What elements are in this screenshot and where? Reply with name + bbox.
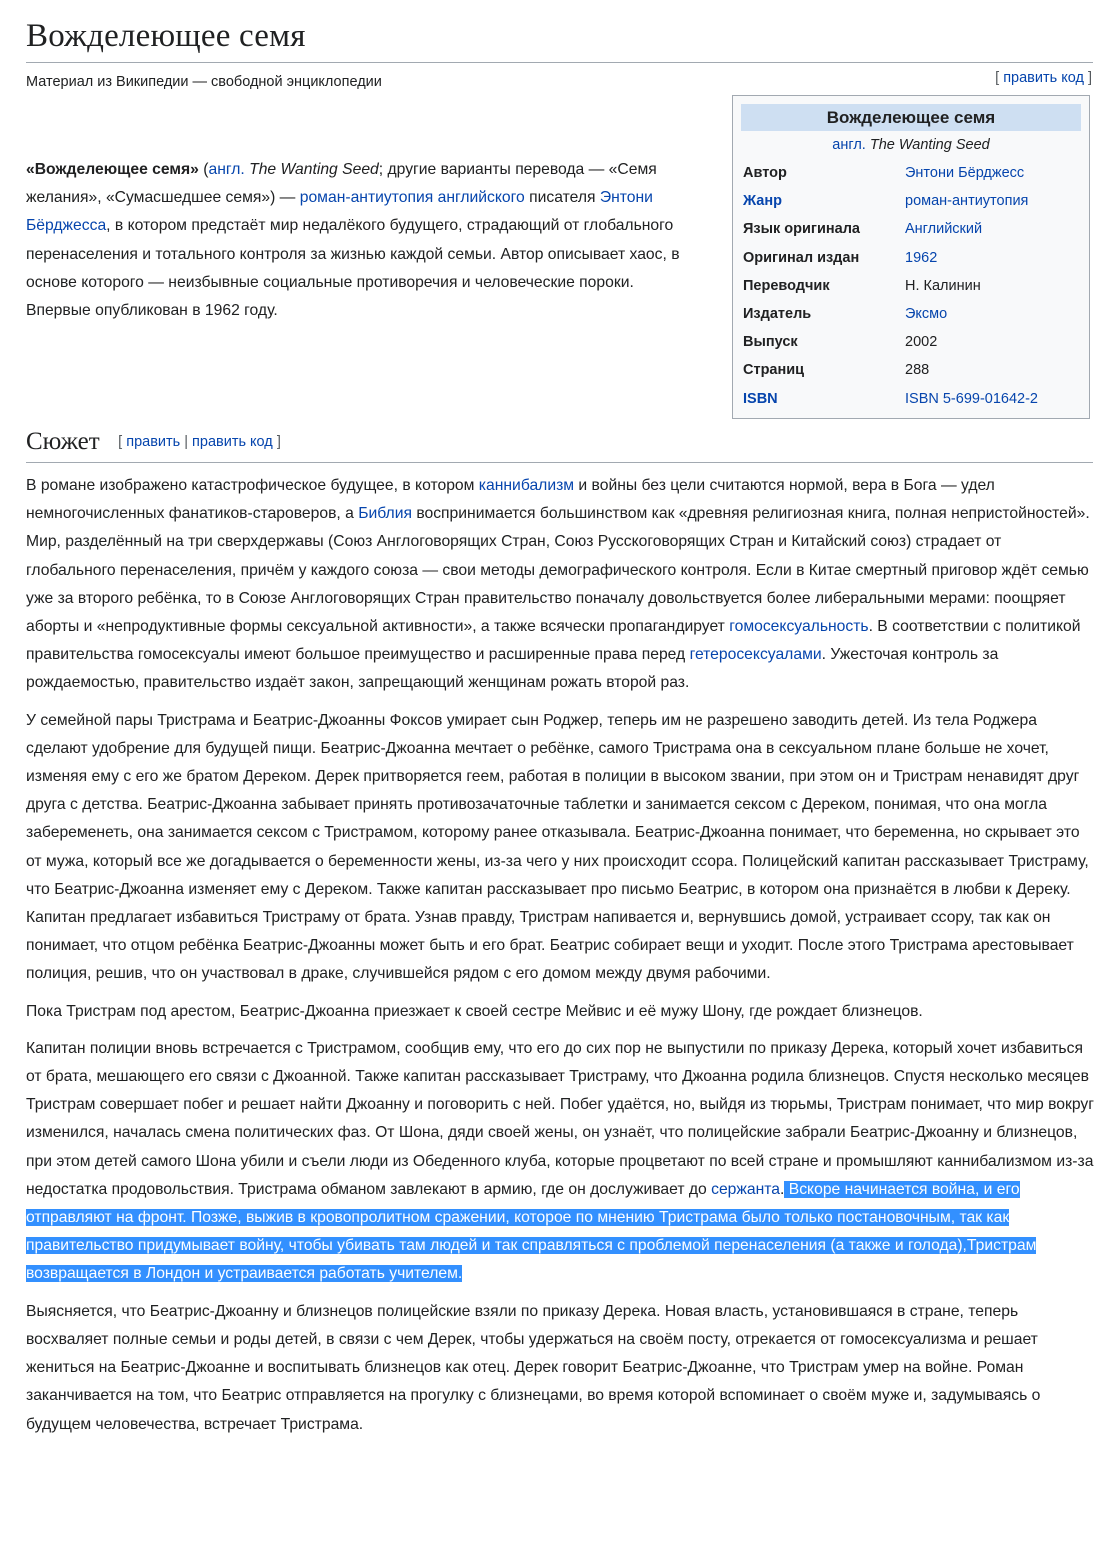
infobox-value-link[interactable]: ISBN 5-699-01642-2	[905, 390, 1038, 407]
link-sergeant[interactable]: сержанта	[711, 1180, 781, 1198]
text: Капитан полиции вновь встречается с Тристрамом, сообщив ему, что его до сих пор не выпустили по приказу Дерека, который хочет избавиться от брата, мешающего его связи с Джоанной. Также капитан рассказывает Тристраму, что Джоанна родила близнецов. Спустя несколько месяцев Тристрам совершает побег и решает найти Джоанну и поговорить с ней. Побег удаётся, но, выйдя из тюрьмы, Тристрам понимает, что мир вокруг изменился, началась смена политических фаз. От Шона, дяди своей жены, он узнаёт, что полицейские забрали Беатрис-Джоанну и близнецов, при этом детей самого Шона убили и съели люди из Обеденного клуба, которые процветают по всей стране и промышляют каннибализмом из-за недостатка продовольствия. Тристрама обманом завлекают в армию, где он дослуживает до	[26, 1039, 1094, 1198]
infobox-row-published	[741, 244, 1081, 272]
link-heterosexuals[interactable]: гетеросексуалами	[689, 646, 822, 664]
section-plot-body	[26, 472, 1094, 1448]
section-edit-link[interactable]: править	[126, 434, 181, 450]
section-edit-links	[118, 434, 281, 450]
infobox-key: Переводчик	[743, 277, 830, 294]
text: .	[780, 1180, 785, 1198]
infobox-value-link[interactable]: роман-антиутопия	[905, 193, 1029, 210]
text: воспринимается большинством как «древняя религиозная книга, полная непристойностей». Мир, разделённый на три сверхдержавы (Союз Англоговорящих Стран, Союз Русскоговорящих Стран и Китайский союз) страдает от глобального перенаселения, причём у каждого союза — свои методы демографического контроля. Если в Китае смертный приговор ждёт семью уже за второго ребёнка, то в Союзе Англоговорящих Стран правительство поначалу довольствуется более либеральными мерами: поощряет аборты и «непродуктивные формы сексуальной активности», а также всячески пропагандирует	[26, 505, 1090, 636]
link-homosexuality[interactable]: гомосексуальность	[729, 618, 869, 636]
infobox-row-release	[741, 328, 1081, 356]
infobox-title: Вожделеющее семя	[741, 104, 1081, 131]
link-bible[interactable]: Библия	[358, 505, 412, 523]
lead-text: писателя	[524, 189, 600, 207]
infobox-row-genre	[741, 187, 1081, 215]
infobox-lang-link[interactable]: англ.	[832, 137, 866, 153]
section-divider	[26, 462, 1093, 463]
edit-code-link[interactable]: править код	[1003, 70, 1084, 86]
infobox-value-link[interactable]: Эксмо	[905, 306, 948, 323]
text: и войны без цели считаются нормой, вера в Бога — удел немногочисленных фанатиков-староверов, а	[26, 477, 995, 523]
lead-paragraph	[26, 156, 696, 325]
lead-bold-title: «Вожделеющее семя»	[26, 161, 199, 178]
infobox-value: 2002	[905, 334, 938, 351]
infobox-key: Страниц	[743, 362, 805, 379]
page-title: Вожделеющее семя	[26, 18, 306, 54]
infobox-value: Н. Калинин	[905, 277, 981, 294]
text: В романе изображено катастрофическое будущее, в котором	[26, 477, 479, 494]
infobox-row-language	[741, 215, 1081, 243]
bracket-close: ]	[276, 434, 281, 450]
bracket-open: [	[118, 434, 123, 450]
plot-paragraph-2: У семейной пары Тристрама и Беатрис-Джоанны Фоксов умирает сын Роджер, теперь им не разрешено заводить детей. Из тела Роджера сделают удобрение для будущей пищи. Беатрис-Джоанна мечтает о ребёнке, самого Тристрама она в сексуальном плане больше не хочет, изменяя ему с его же братом Дереком. Дерек притворяется геем, работая в полиции в высоком звании, при этом он и Тристрам ненавидят друг друга с детства. Беатрис-Джоанна забывает принять противозачаточные таблетки и занимается сексом с Дереком, понимая, что она могла забеременеть, она занимается сексом с Тристрамом, которому ранее отказывала. Беатрис-Джоанна понимает, что беременна, но скрывает это от мужа, который все же догадывается о беременности жены, из-за чего у них происходит ссора. Полицейский капитан рассказывает Тристраму, что Беатрис-Джоанна изменяет ему с Дереком. Также капитан рассказывает про письмо Беатрис, в котором она признаётся в любви к Дереку. Капитан предлагает избавиться Тристраму от брата. Узнав правду, Тристрам напивается и, вернувшись домой, устраивает ссору, так как он понимает, что отцом ребёнка Беатрис-Джоанны может быть и его брат. Беатрис собирает вещи и уходит. После этого Тристрама арестовывает полиция, решив, что он участвовал в драке, случившейся рядом с его домом между двумя рабочими.	[26, 711, 1089, 983]
infobox-row-publisher	[741, 300, 1081, 328]
section-edit-code-link[interactable]: править код	[192, 434, 273, 450]
plot-paragraph-1	[26, 472, 1094, 698]
infobox-row-translator	[741, 272, 1081, 300]
lead-text: ; другие варианты перевода — «Семя желания», «Сумасшедшее семя») —	[26, 161, 657, 207]
separator: |	[184, 434, 189, 450]
infobox-key-link[interactable]: ISBN	[743, 390, 778, 407]
infobox-key: Автор	[743, 165, 787, 182]
lead-text: (	[198, 161, 209, 178]
section-plot-header	[26, 428, 1093, 456]
section-heading: Сюжет	[26, 428, 100, 455]
infobox-row-pages	[741, 356, 1081, 384]
plot-paragraph-3: Пока Тристрам под арестом, Беатрис-Джоанна приезжает к своей сестре Мейвис и её мужу Шону, где рождает близнецов.	[26, 1002, 923, 1020]
infobox-key: Выпуск	[743, 334, 798, 351]
text: . Ужесточая контроль за рождаемостью, правительство издаёт закон, запрещающий женщинам рожать второй раз.	[26, 646, 999, 692]
infobox-key: Язык оригинала	[743, 221, 860, 238]
infobox-original-title	[741, 131, 1081, 159]
bracket-close: ]	[1087, 70, 1092, 86]
link-cannibalism[interactable]: каннибализм	[478, 477, 575, 494]
lead-link-author[interactable]: Энтони Бёрджесса	[26, 189, 653, 235]
title-divider	[26, 62, 1093, 63]
infobox-value-link[interactable]: Энтони Бёрджесс	[905, 165, 1025, 182]
infobox-key-link[interactable]: Жанр	[743, 193, 782, 210]
infobox-key: Оригинал издан	[743, 249, 860, 266]
lead-text: , в котором предстаёт мир недалёкого будущего, страдающий от глобального перенаселения и тотального контроля за жизнью каждой семьи. Автор описывает хаос, в основе которого — неизбывные социальные противоречия и человеческие пороки. Впервые опубликован в 1962 году.	[26, 217, 680, 320]
lead-link-english[interactable]: английского	[437, 189, 525, 207]
lead-link-novel[interactable]: роман-антиутопия	[299, 189, 434, 207]
infobox-value-link[interactable]: Английский	[905, 221, 983, 238]
text: . В соответствии с политикой правительства гомосексуалы имеют большое преимущество и расширенные права перед	[26, 618, 1081, 664]
site-tagline: Материал из Википедии — свободной энциклопедии	[26, 74, 382, 90]
lead-orig-title: The Wanting Seed	[249, 161, 379, 178]
lead-link-engl[interactable]: англ.	[208, 161, 245, 178]
bracket-open: [	[995, 70, 1000, 86]
plot-paragraph-5: Выясняется, что Беатрис-Джоанну и близнецов полицейские взяли по приказу Дерека. Новая власть, установившаяся в стране, теперь восхваляет полные семьи и роды детей, в связи с чем Дерек, чтобы удержаться на своём посту, отрекается от гомосексуализма и решает жениться на Беатрис-Джоанне и воспитывать близнецов как отец. Дерек говорит Беатрис-Джоанне, что Тристрам умер на войне. Роман заканчивается на том, что Беатрис отправляется на прогулку с близнецами, во время которой вспоминает о своём муже и, задумываясь о будущем человечества, встречает Тристрама.	[26, 1302, 1041, 1433]
top-edit-links	[995, 70, 1092, 86]
plot-paragraph-4	[26, 1035, 1094, 1289]
infobox-value: 288	[905, 362, 930, 379]
selected-text[interactable]: Вскоре начинается война, и его отправляют на фронт. Позже, выжив в кровопролитном сражении, которое по мнению Тристрама было только постановочным, так как правительство придумывает войну, чтобы убивать там людей и так справляться с проблемой перенаселения (а также и голода),Тристрам возвращается в Лондон и устраивается работать учителем.	[26, 1180, 1037, 1283]
infobox-orig-title: The Wanting Seed	[869, 137, 990, 153]
infobox-row-isbn	[741, 385, 1081, 413]
infobox-row-author	[741, 159, 1081, 187]
infobox-value-link[interactable]: 1962	[905, 249, 938, 266]
infobox-key: Издатель	[743, 306, 812, 323]
infobox	[732, 95, 1090, 419]
